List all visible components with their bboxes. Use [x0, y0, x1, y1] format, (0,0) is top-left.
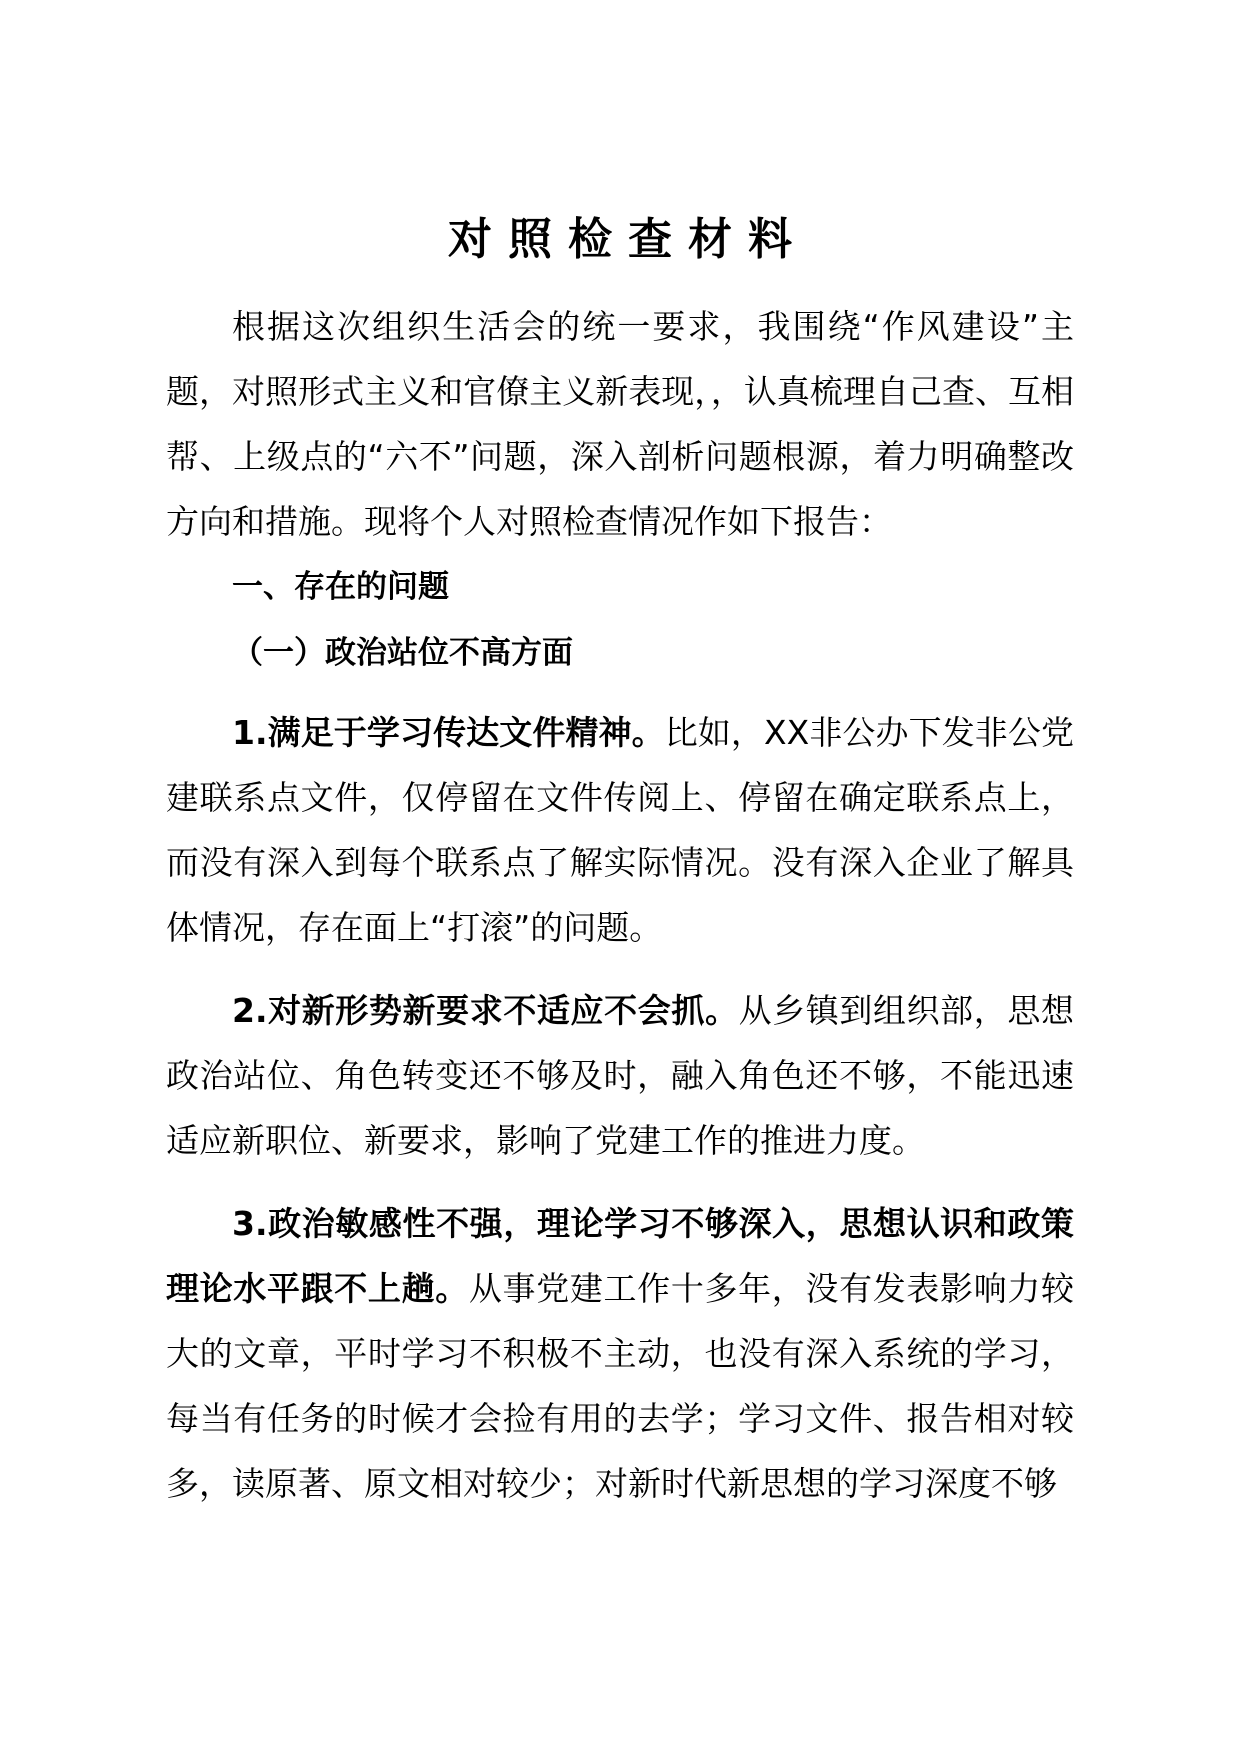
item-lead-text: 3.政治敏感性不强，理论学习不够深入，思想认识和政策理论水平跟不上趟。	[166, 1204, 1074, 1308]
item-body-text: 从乡镇到组织部，思想政治站位、角色转变还不够及时，融入角色还不够，不能迅速适应新职位、新要求，影响了党建工作的推进力度。	[166, 991, 1075, 1160]
document-title: 对照检查材料	[448, 214, 808, 265]
item-lead-text: 2.对新形势新要求不适应不会抓。	[232, 991, 739, 1030]
section-heading-problems: 一、存在的问题	[232, 569, 449, 605]
intro-paragraph: 根据这次组织生活会的统一要求，我围绕“作风建设”主题，对照形式主义和官僚主义新表现，，认真梳理自己查、互相帮、上级点的“六不”问题，深入剖析问题根源，着力明确整改方向和措施。现将个人对照检查情况作如下报告：	[166, 307, 1074, 541]
list-item	[166, 978, 1074, 1173]
document-body	[166, 200, 1074, 1516]
subsection-heading-political-stance: （一）政治站位不高方面	[232, 635, 573, 671]
list-item	[166, 1191, 1074, 1516]
item-body-text: 从事党建工作十多年，没有发表影响力较大的文章，平时学习不积极不主动，也没有深入系统的学习，每当有任务的时候才会捡有用的去学；学习文件、报告相对较多，读原著、原文相对较少；对新时代新思想的学习深度不够	[166, 1269, 1075, 1503]
item-body-text: 比如，XX非公办下发非公党建联系点文件，仅停留在文件传阅上、停留在确定联系点上，而没有深入到每个联系点了解实际情况。没有深入企业了解具体情况，存在面上“打滚”的问题。	[166, 713, 1074, 947]
list-item	[166, 700, 1074, 960]
item-lead-text: 1.满足于学习传达文件精神。	[232, 713, 665, 752]
